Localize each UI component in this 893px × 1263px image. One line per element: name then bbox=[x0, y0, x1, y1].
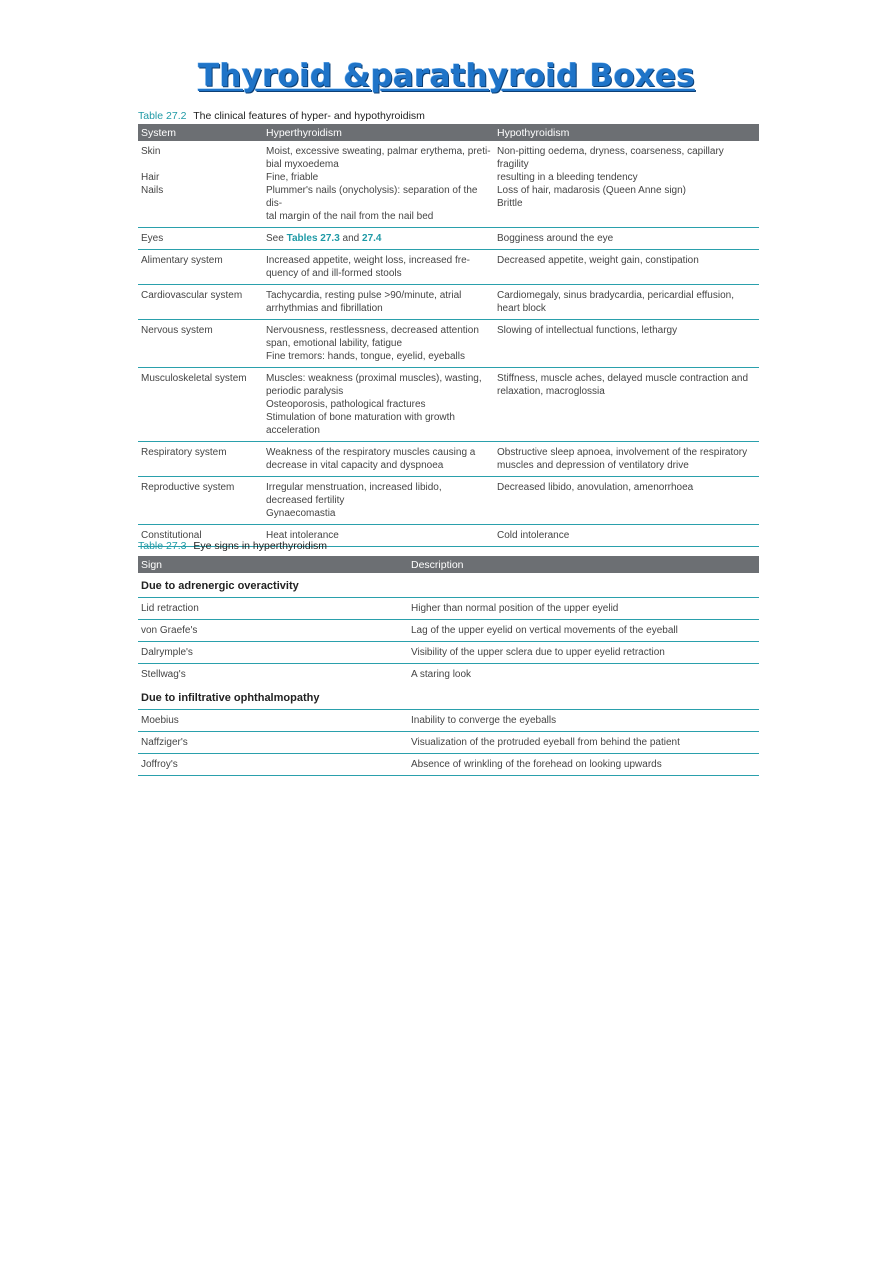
sign-cell: Lid retraction bbox=[138, 598, 408, 620]
cell-line: muscles and depression of ventilatory drive bbox=[497, 460, 689, 471]
table-row bbox=[138, 250, 759, 285]
table-header-row bbox=[138, 556, 759, 573]
table-row bbox=[138, 285, 759, 320]
cell-line: bial myxoedema bbox=[266, 159, 339, 170]
system-cell bbox=[138, 442, 263, 477]
cell-line: Irregular menstruation, increased libido, bbox=[266, 482, 442, 493]
cell-text: and bbox=[342, 233, 360, 244]
system-cell bbox=[138, 285, 263, 320]
group-header-row bbox=[138, 573, 759, 598]
hyper-cell bbox=[263, 285, 494, 320]
cell-line: decrease in vital capacity and dyspnoea bbox=[266, 460, 444, 471]
cell-line: Gynaecomastia bbox=[266, 508, 336, 519]
cell-line: resulting in a bleeding tendency bbox=[497, 172, 638, 183]
table-reference-link[interactable]: Tables 27.3 bbox=[286, 233, 340, 244]
system-label: Musculoskeletal system bbox=[141, 373, 247, 384]
system-label: Constitutional bbox=[141, 530, 202, 541]
cell-line: Cardiomegaly, sinus bradycardia, pericardial effusion, bbox=[497, 290, 734, 301]
cell-line: Slowing of intellectual functions, lethargy bbox=[497, 325, 678, 336]
sign-cell: Dalrymple's bbox=[138, 642, 408, 664]
cell-line: Stimulation of bone maturation with growth bbox=[266, 412, 455, 423]
hypo-cell bbox=[494, 228, 759, 250]
cell-line: Obstructive sleep apnoea, involvement of the respiratory bbox=[497, 447, 748, 458]
system-label: Cardiovascular system bbox=[141, 290, 243, 301]
sign-cell: Joffroy's bbox=[138, 754, 408, 776]
cell-line: Non-pitting oedema, dryness, coarseness, capillary fragility bbox=[497, 146, 724, 170]
table-caption-text: The clinical features of hyper- and hypothyroidism bbox=[193, 110, 425, 122]
table-row bbox=[138, 664, 759, 686]
cell-line: Osteoporosis, pathological fractures bbox=[266, 399, 426, 410]
description-cell: Visibility of the upper sclera due to upper eyelid retraction bbox=[408, 642, 759, 664]
system-cell bbox=[138, 250, 263, 285]
hypo-cell bbox=[494, 250, 759, 285]
description-cell: Absence of wrinkling of the forehead on looking upwards bbox=[408, 754, 759, 776]
hyper-cell bbox=[263, 228, 494, 250]
sign-cell: Moebius bbox=[138, 710, 408, 732]
table-row bbox=[138, 442, 759, 477]
hyper-cell bbox=[263, 442, 494, 477]
table-row bbox=[138, 732, 759, 754]
cell-text: See bbox=[266, 233, 284, 244]
cell-line: Tachycardia, resting pulse >90/minute, atrial bbox=[266, 290, 462, 301]
cell-line: relaxation, macroglossia bbox=[497, 386, 605, 397]
description-cell: Visualization of the protruded eyeball from behind the patient bbox=[408, 732, 759, 754]
cell-line: Decreased libido, anovulation, amenorrhoea bbox=[497, 482, 694, 493]
hypo-cell bbox=[494, 477, 759, 525]
hypo-cell bbox=[494, 442, 759, 477]
cell-line: tal margin of the nail from the nail bed bbox=[266, 211, 434, 222]
hypo-cell bbox=[494, 368, 759, 442]
cell-line: Muscles: weakness (proximal muscles), wasting, bbox=[266, 373, 482, 384]
cell-line: Bogginess around the eye bbox=[497, 233, 614, 244]
cell-line: arrhythmias and fibrillation bbox=[266, 303, 383, 314]
column-header-sign: Sign bbox=[138, 556, 408, 573]
hyper-cell bbox=[263, 250, 494, 285]
system-cell bbox=[138, 228, 263, 250]
system-label: Reproductive system bbox=[141, 482, 235, 493]
group-label: Due to infiltrative ophthalmopathy bbox=[138, 685, 759, 710]
clinical-features-table bbox=[138, 124, 759, 547]
cell-line: Plummer's nails (onycholysis): separation of the dis- bbox=[266, 185, 478, 209]
group-header-row bbox=[138, 685, 759, 710]
cell-line: Decreased appetite, weight gain, constipation bbox=[497, 255, 699, 266]
table-27-2-caption bbox=[138, 110, 425, 122]
cell-line: Brittle bbox=[497, 198, 523, 209]
table-row bbox=[138, 141, 759, 228]
cell-line: acceleration bbox=[266, 425, 320, 436]
group-label: Due to adrenergic overactivity bbox=[138, 573, 759, 598]
cell-line: periodic paralysis bbox=[266, 386, 344, 397]
system-label: Nails bbox=[141, 185, 164, 196]
hyper-cell bbox=[263, 477, 494, 525]
hypo-cell bbox=[494, 141, 759, 228]
cell-line: Cold intolerance bbox=[497, 530, 570, 541]
hypo-cell bbox=[494, 525, 759, 547]
system-cell bbox=[138, 320, 263, 368]
system-cell bbox=[138, 141, 263, 228]
sign-cell: Stellwag's bbox=[141, 669, 186, 680]
cell-line: decreased fertility bbox=[266, 495, 345, 506]
column-header-description: Description bbox=[408, 556, 759, 573]
cell-line: Fine, friable bbox=[266, 172, 319, 183]
table-number: Table 27.3 bbox=[138, 540, 187, 552]
system-label: Eyes bbox=[141, 233, 164, 244]
hyper-cell bbox=[263, 141, 494, 228]
cell-line: Increased appetite, weight loss, increased fre- bbox=[266, 255, 470, 266]
system-cell bbox=[138, 477, 263, 525]
cell-line: Nervousness, restlessness, decreased attention bbox=[266, 325, 479, 336]
hyper-cell bbox=[263, 320, 494, 368]
table-row bbox=[138, 620, 759, 642]
table-number: Table 27.2 bbox=[138, 110, 187, 122]
table-row bbox=[138, 642, 759, 664]
table-27-3-caption bbox=[138, 540, 327, 552]
description-cell: A staring look bbox=[411, 669, 472, 680]
system-label: Alimentary system bbox=[141, 255, 223, 266]
hypo-cell bbox=[494, 285, 759, 320]
cell-line: quency of and ill-formed stools bbox=[266, 268, 402, 279]
description-cell: Lag of the upper eyelid on vertical movements of the eyeball bbox=[408, 620, 759, 642]
cell-line: Moist, excessive sweating, palmar erythema, preti- bbox=[266, 146, 491, 157]
table-row bbox=[138, 368, 759, 442]
table-row bbox=[138, 710, 759, 732]
table-reference-link[interactable]: 27.4 bbox=[362, 233, 382, 244]
table-row bbox=[138, 320, 759, 368]
cell-line: span, emotional lability, fatigue bbox=[266, 338, 403, 349]
cell-line: Fine tremors: hands, tongue, eyelid, eyeballs bbox=[266, 351, 465, 362]
system-label: Skin bbox=[141, 146, 161, 157]
table-row bbox=[138, 754, 759, 776]
cell-line: Loss of hair, madarosis (Queen Anne sign) bbox=[497, 185, 686, 196]
system-label: Nervous system bbox=[141, 325, 213, 336]
system-spacer bbox=[141, 158, 260, 171]
column-header-system: System bbox=[138, 124, 263, 141]
system-label: Hair bbox=[141, 172, 160, 183]
column-header-hypothyroidism: Hypothyroidism bbox=[494, 124, 759, 141]
sign-cell: Naffziger's bbox=[138, 732, 408, 754]
hyper-cell bbox=[263, 368, 494, 442]
table-caption-text: Eye signs in hyperthyroidism bbox=[193, 540, 328, 552]
description-cell: Inability to converge the eyeballs bbox=[408, 710, 759, 732]
cell-line: Weakness of the respiratory muscles causing a bbox=[266, 447, 476, 458]
table-row bbox=[138, 228, 759, 250]
hypo-cell bbox=[494, 320, 759, 368]
sign-cell: von Graefe's bbox=[138, 620, 408, 642]
eye-signs-table bbox=[138, 556, 759, 776]
table-row bbox=[138, 477, 759, 525]
page-title: Thyroid &parathyroid Boxes bbox=[198, 58, 695, 94]
cell-line: Heat intolerance bbox=[266, 530, 339, 541]
column-header-hyperthyroidism: Hyperthyroidism bbox=[263, 124, 494, 141]
description-cell: Higher than normal position of the upper eyelid bbox=[408, 598, 759, 620]
table-row bbox=[138, 598, 759, 620]
cell-line: heart block bbox=[497, 303, 546, 314]
cell-line: Stiffness, muscle aches, delayed muscle contraction and bbox=[497, 373, 749, 384]
system-label: Respiratory system bbox=[141, 447, 227, 458]
table-header-row bbox=[138, 124, 759, 141]
system-cell bbox=[138, 368, 263, 442]
